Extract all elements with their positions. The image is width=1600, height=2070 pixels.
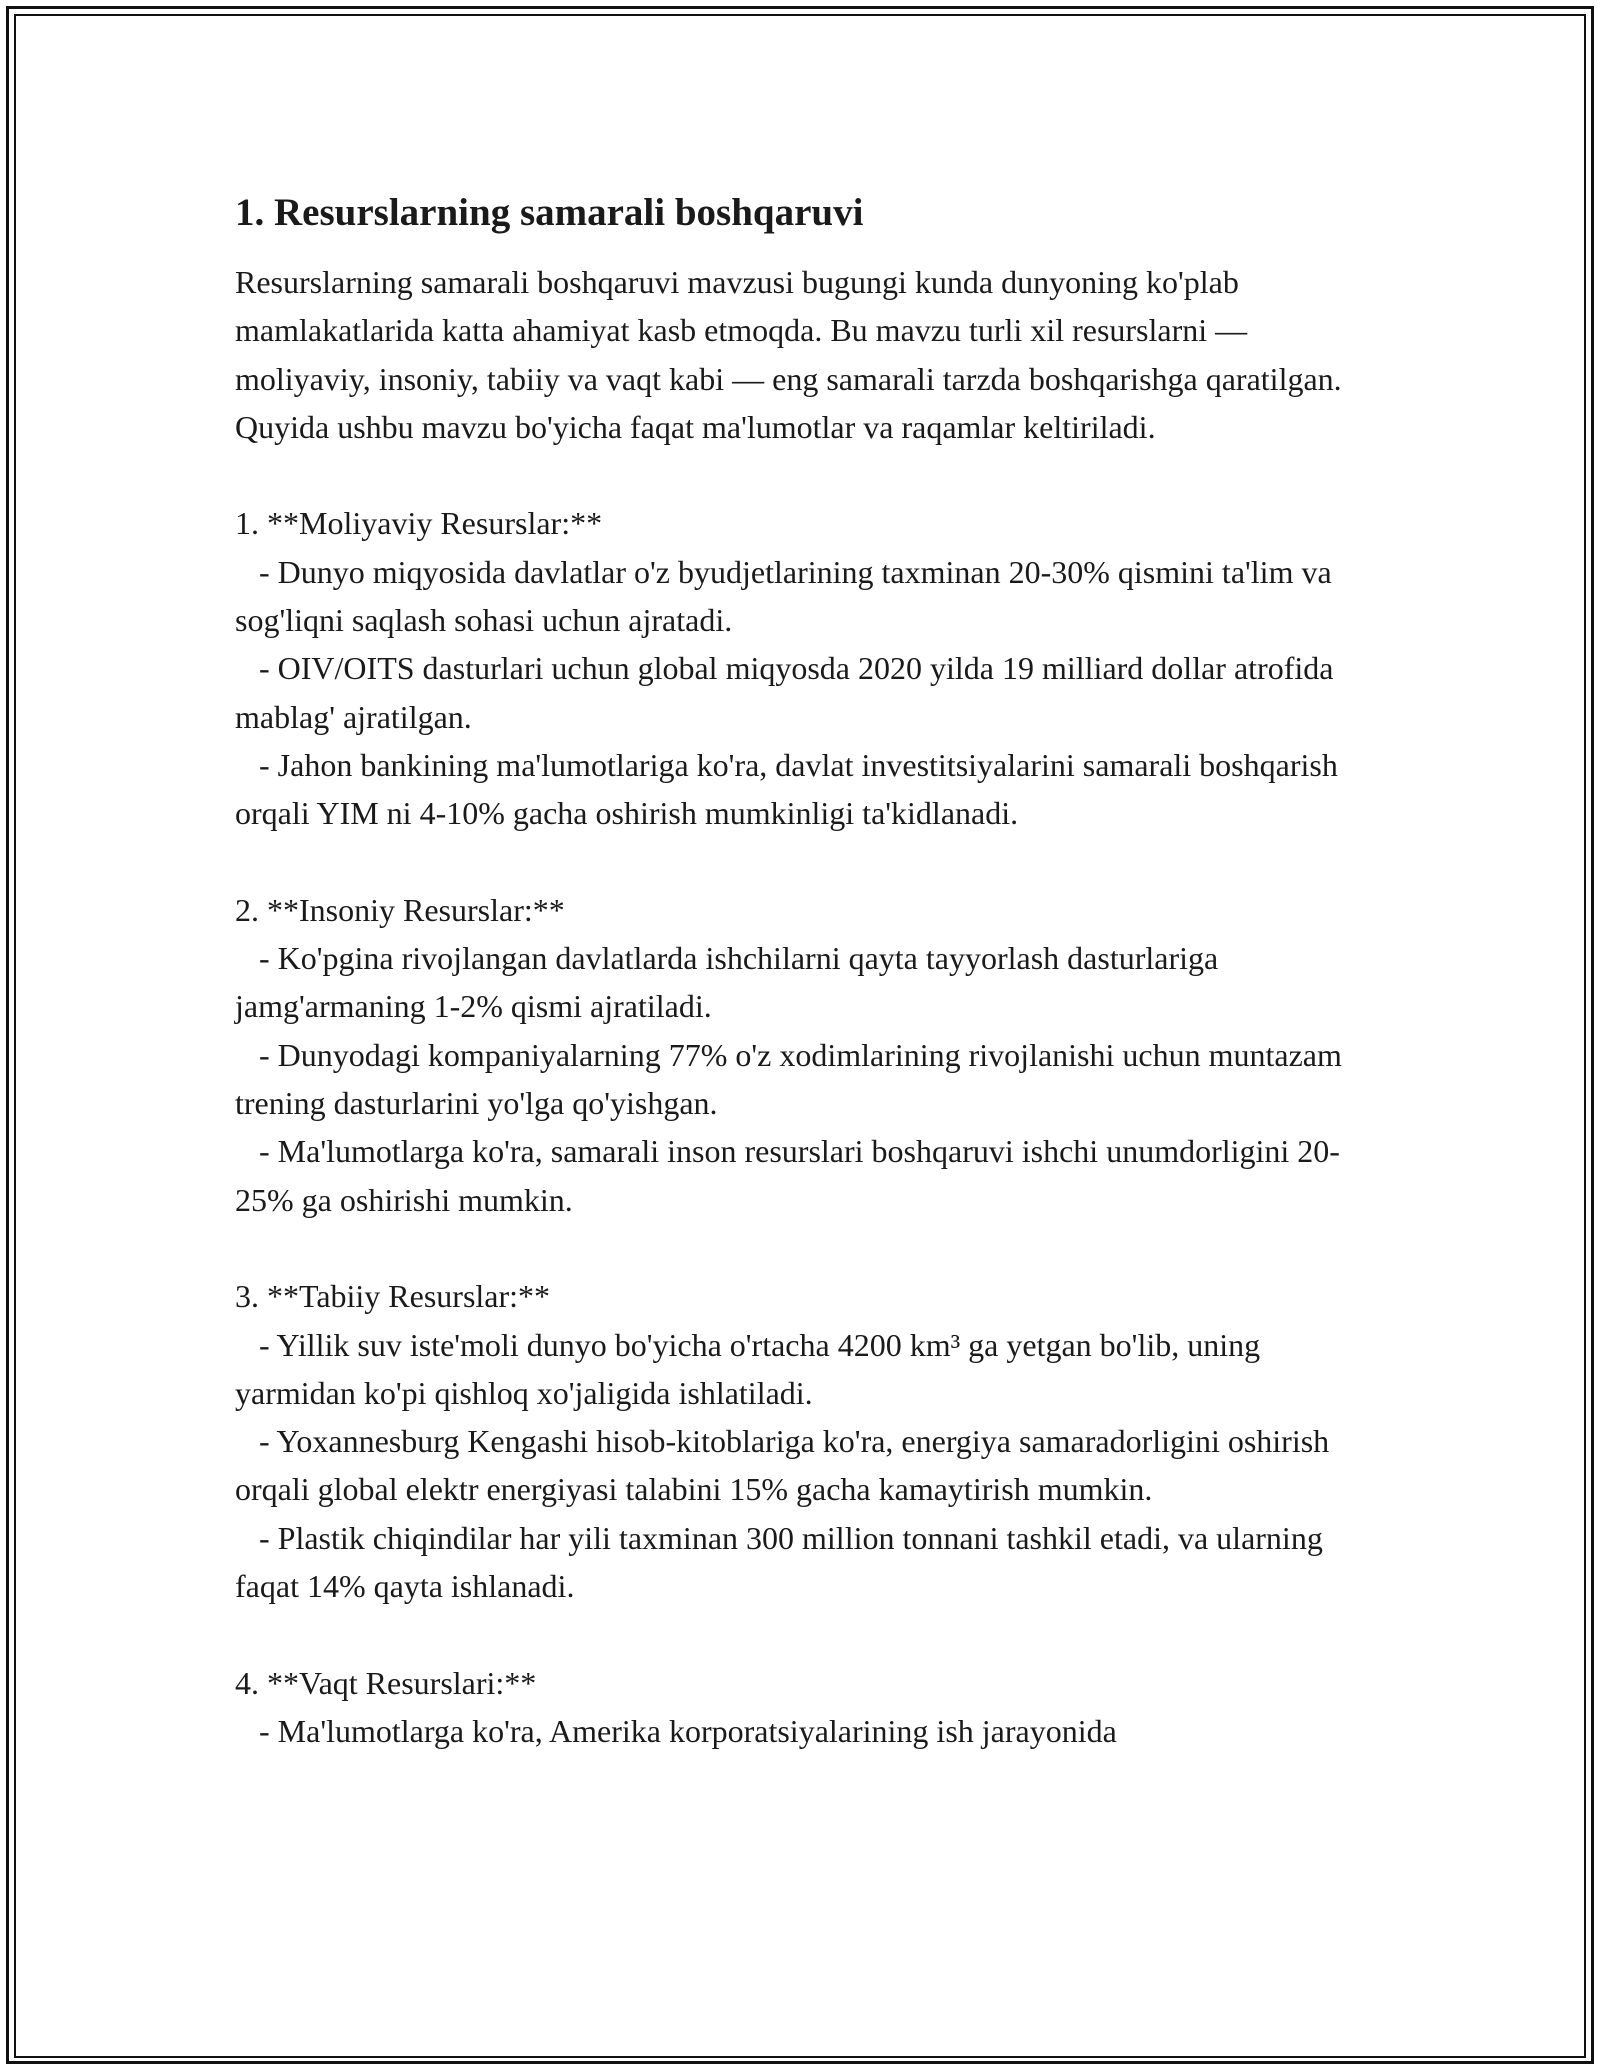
document-title: 1. Resurslarning samarali boshqaruvi xyxy=(235,191,864,234)
list-item: - Yoxannesburg Kengashi hisob-kitoblariga ko'ra, energiya samaradorligini oshirish orqali global elektr energiyasi talabini 15% gacha kamaytirish mumkin. xyxy=(235,1423,1338,1508)
list-item: - Plastik chiqindilar har yili taxminan 300 million tonnani tashkil etadi, va ularning faqat 14% qayta ishlanadi. xyxy=(235,1519,1331,1605)
section-financial xyxy=(235,499,1375,837)
section-human xyxy=(235,886,1375,1224)
list-item: - Dunyodagi kompaniyalarning 77% o'z xodimlarining rivojlanishi uchun muntazam trening dasturlarini yo'lga qo'yishgan. xyxy=(235,1036,1350,1122)
section-heading: 4. **Vaqt Resurslari:** xyxy=(235,1664,537,1701)
list-item: - Jahon bankining ma'lumotlariga ko'ra, davlat investitsiyalarini samarali boshqarish orqali YIM ni 4-10% gacha oshirish mumkinligi ta'kidlanadi. xyxy=(235,746,1346,832)
spacer xyxy=(235,1610,1375,1658)
section-time xyxy=(235,1659,1375,1756)
section-heading: 1. **Moliyaviy Resurslar:** xyxy=(235,505,603,542)
section-natural xyxy=(235,1272,1375,1610)
list-item: - OIV/OITS dasturlari uchun global miqyosda 2020 yilda 19 milliard dollar atrofida mablag' ajratilgan. xyxy=(235,650,1342,735)
spacer xyxy=(235,1224,1375,1272)
list-item: - Ma'lumotlarga ko'ra, Amerika korporatsiyalarining ish jarayonida xyxy=(235,1712,1117,1749)
section-heading: 2. **Insoniy Resurslar:** xyxy=(235,891,565,928)
spacer xyxy=(235,838,1375,886)
document-body xyxy=(235,188,1375,1755)
list-item: - Dunyo miqyosida davlatlar o'z byudjetlarining taxminan 20-30% qismini ta'lim va sog'liqni saqlash sohasi uchun ajratadi. xyxy=(235,553,1340,639)
list-item: - Yillik suv iste'moli dunyo bo'yicha o'rtacha 4200 km³ ga yetgan bo'lib, uning yarmidan ko'pi qishloq xo'jaligida ishlatiladi. xyxy=(235,1326,1269,1411)
list-item: - Ko'pgina rivojlangan davlatlarda ishchilarni qayta tayyorlash dasturlariga jamg'armaning 1-2% qismi ajratiladi. xyxy=(235,940,1227,1025)
spacer xyxy=(235,451,1375,499)
intro-paragraph: Resurslarning samarali boshqaruvi mavzusi bugungi kunda dunyoning ko'plab mamlakatlarida katta ahamiyat kasb etmoqda. Bu mavzu turli xil resurslarni — moliyaviy, insoniy, tabiiy va vaqt kabi — eng samarali tarzda boshqarishga qaratilgan. Quyida ushbu mavzu bo'yicha faqat ma'lumotlar va raqamlar keltiriladi. xyxy=(235,264,1342,445)
section-heading: 3. **Tabiiy Resurslar:** xyxy=(235,1278,551,1315)
list-item: - Ma'lumotlarga ko'ra, samarali inson resurslari boshqaruvi ishchi unumdorligini 20-25% ga oshirishi mumkin. xyxy=(235,1133,1340,1218)
